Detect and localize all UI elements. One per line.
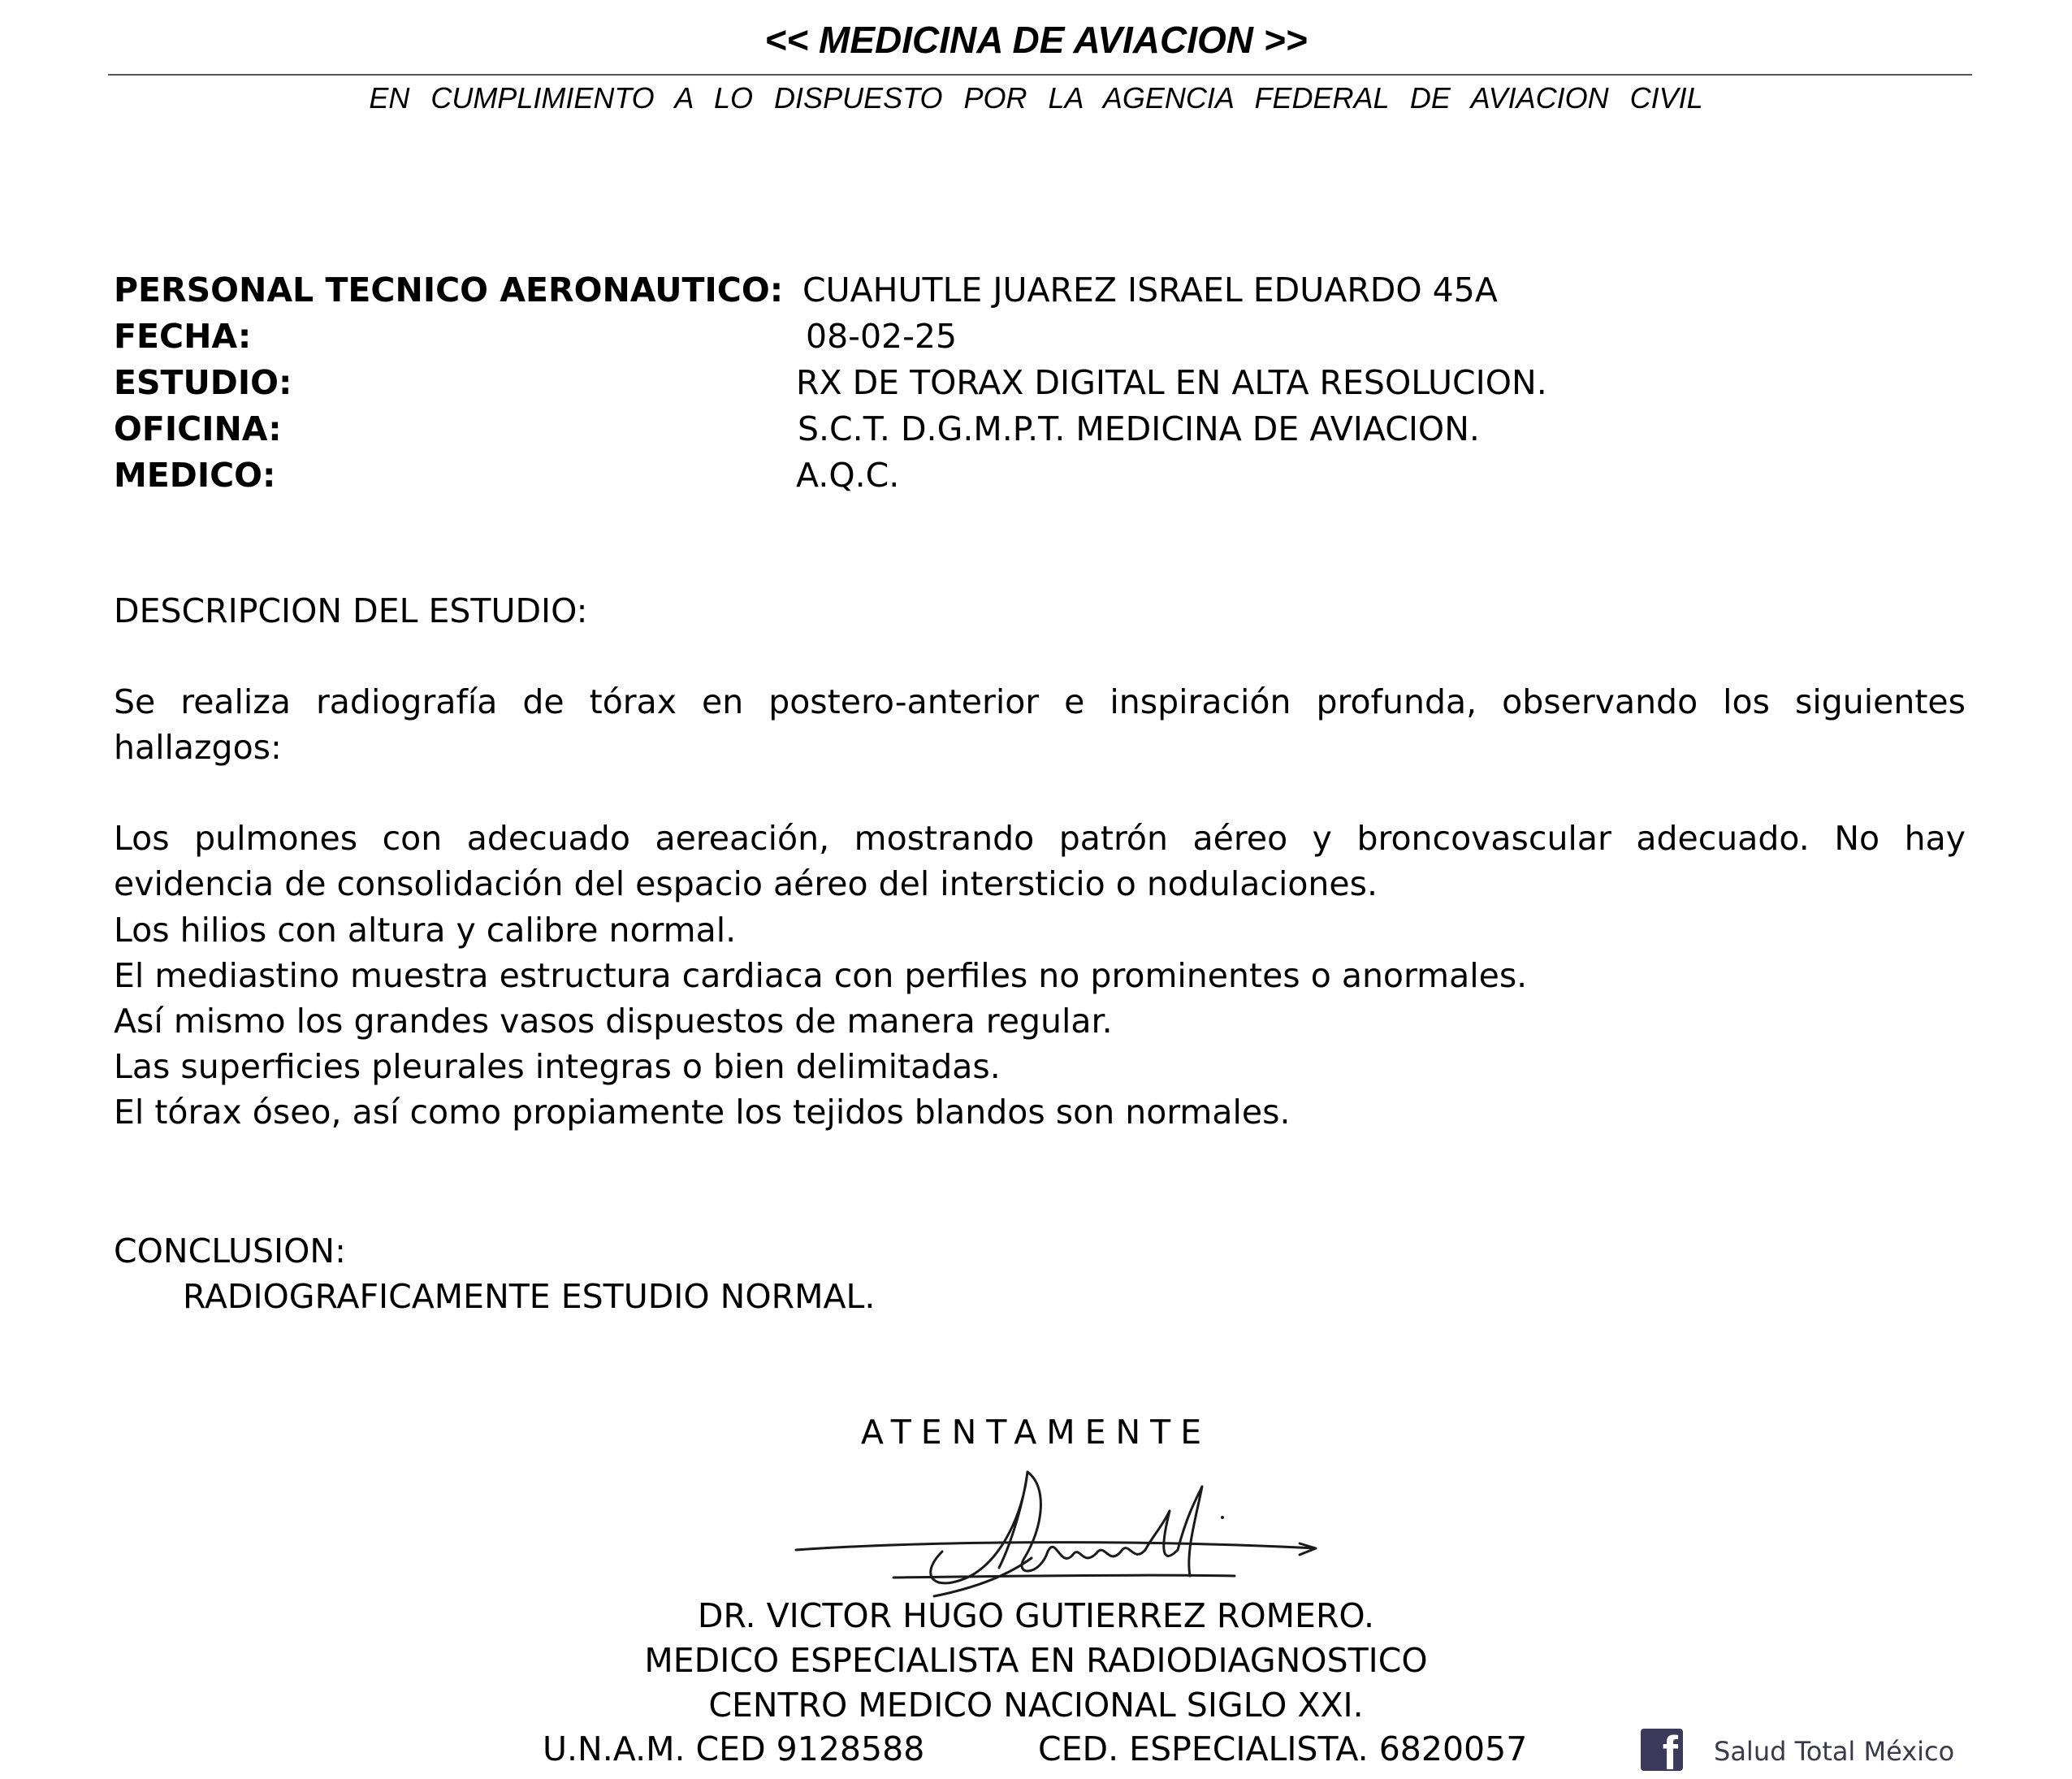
watermark-text: Salud Total México: [1714, 1736, 1955, 1767]
findings-paragraph: Los pulmones con adecuado aereación, mostrando patrón aéreo y broncovascular adecuado. No hay evidencia de consolidación del espacio aéreo del intersticio o nodulaciones.: [114, 819, 1966, 903]
doctor-name: DR. VICTOR HUGO GUTIERREZ ROMERO.: [697, 1596, 1375, 1635]
conclusion-heading: CONCLUSION:: [114, 1231, 346, 1270]
field-oficina-label: OFICINA:: [114, 409, 282, 448]
ced-especialista: CED. ESPECIALISTA. 6820057: [1038, 1729, 1528, 1768]
finding-line: Así mismo los grandes vasos dispuestos de manera regular.: [114, 1002, 1113, 1041]
finding-line: El mediastino muestra estructura cardiaca con perfiles no prominentes o anormales.: [114, 956, 1528, 995]
field-estudio-value: RX DE TORAX DIGITAL EN ALTA RESOLUCION.: [796, 363, 1547, 402]
description-intro: Se realiza radiografía de tórax en postero-anterior e inspiración profunda, observando los siguientes hallazgos:: [114, 682, 1966, 767]
document-subtitle: EN CUMPLIMIENTO A LO DISPUESTO POR LA AGENCIA FEDERAL DE AVIACION CIVIL: [369, 81, 1703, 115]
handwritten-signature: [780, 1454, 1332, 1608]
field-medico-label: MEDICO:: [114, 456, 276, 495]
field-fecha-label: FECHA:: [114, 317, 252, 356]
ced-unam: U.N.A.M. CED 9128588: [543, 1729, 925, 1768]
field-fecha-value: 08-02-25: [806, 317, 958, 356]
findings-list: [114, 907, 1966, 1135]
facebook-icon: f: [1641, 1729, 1683, 1771]
doctor-specialty: MEDICO ESPECIALISTA EN RADIODIAGNOSTICO: [644, 1641, 1428, 1680]
closing-text: ATENTAMENTE: [860, 1413, 1212, 1452]
finding-line: Los hilios con altura y calibre normal.: [114, 911, 737, 950]
finding-line: El tórax óseo, así como propiamente los tejidos blandos son normales.: [114, 1093, 1291, 1132]
doctor-institution: CENTRO MEDICO NACIONAL SIGLO XXI.: [708, 1686, 1364, 1725]
conclusion-text: RADIOGRAFICAMENTE ESTUDIO NORMAL.: [183, 1277, 876, 1316]
field-personal-label: PERSONAL TECNICO AERONAUTICO:: [114, 271, 784, 309]
field-oficina-value: S.C.T. D.G.M.P.T. MEDICINA DE AVIACION.: [798, 409, 1480, 448]
description-heading: DESCRIPCION DEL ESTUDIO:: [114, 591, 588, 630]
header-divider: [108, 74, 1972, 76]
field-medico-value: A.Q.C.: [796, 456, 900, 495]
conclusion-block: [114, 1228, 1966, 1319]
finding-line: Las superficies pleurales integras o bien delimitadas.: [114, 1047, 1001, 1086]
field-estudio-label: ESTUDIO:: [114, 363, 292, 402]
document-title: << MEDICINA DE AVIACION >>: [764, 19, 1308, 61]
field-personal-value: CUAHUTLE JUAREZ ISRAEL EDUARDO 45A: [802, 271, 1498, 309]
